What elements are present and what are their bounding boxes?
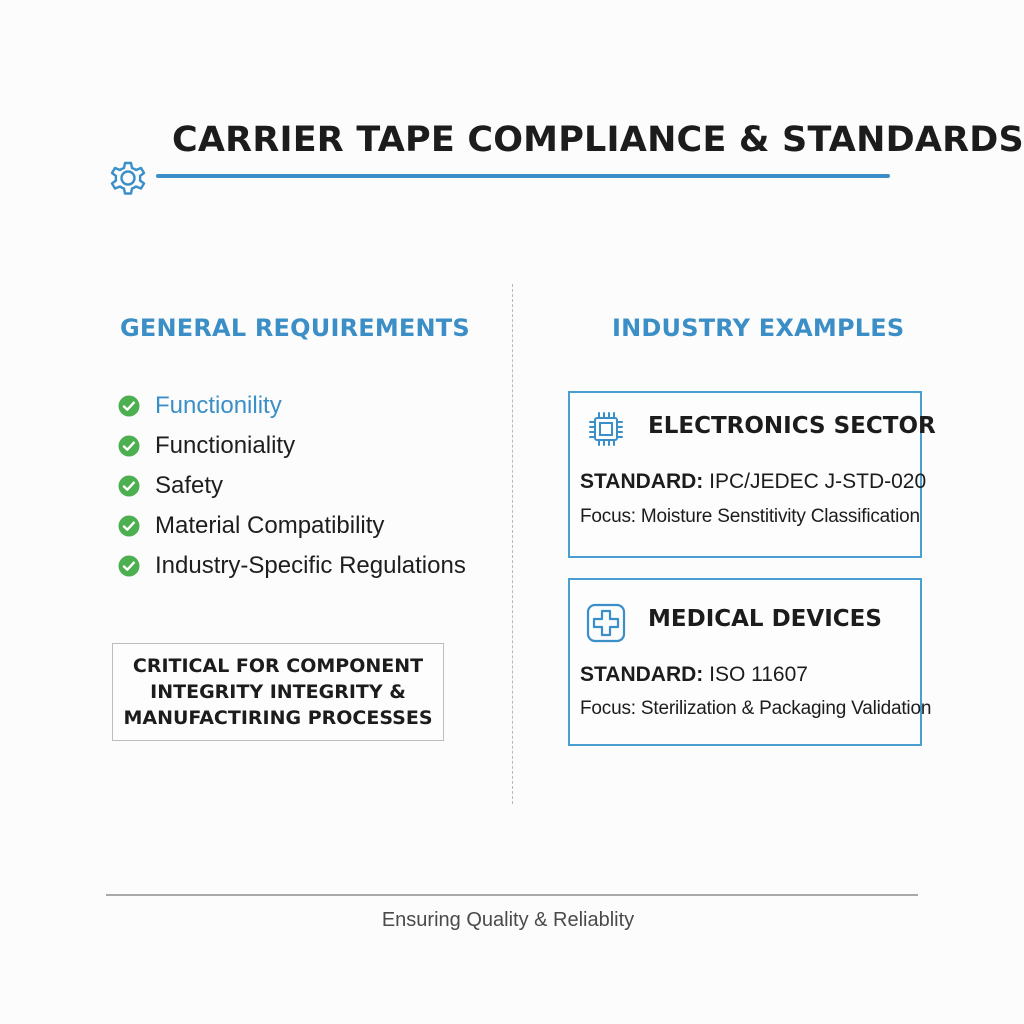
general-requirements-heading: GENERAL REQUIREMENTS bbox=[120, 314, 470, 342]
electronics-sector-card bbox=[568, 391, 936, 558]
card-standard bbox=[580, 470, 926, 494]
requirements-list bbox=[118, 386, 466, 586]
page-title: CARRIER TAPE COMPLIANCE & STANDARDS bbox=[172, 120, 1024, 160]
standard-label: STANDARD: bbox=[580, 470, 704, 493]
callout-line: MANUFACTIRING PROCESSES bbox=[123, 707, 433, 729]
requirement-label: Material Compatibility bbox=[155, 512, 385, 539]
requirement-label: Industry-Specific Regulations bbox=[155, 552, 466, 579]
callout-line: CRITICAL FOR COMPONENT bbox=[132, 655, 424, 677]
gear-icon bbox=[104, 154, 152, 202]
card-title: ELECTRONICS SECTOR bbox=[648, 413, 936, 439]
chip-icon bbox=[584, 407, 628, 451]
footer-divider bbox=[106, 894, 918, 896]
requirement-label: Safety bbox=[155, 472, 224, 499]
list-item bbox=[118, 386, 466, 426]
check-circle-icon bbox=[118, 555, 140, 577]
requirement-label: Functionility bbox=[155, 392, 282, 419]
check-circle-icon bbox=[118, 475, 140, 497]
column-divider bbox=[512, 284, 513, 804]
standard-label: STANDARD: bbox=[580, 663, 704, 686]
check-circle-icon bbox=[118, 515, 140, 537]
check-circle-icon bbox=[118, 435, 140, 457]
callout-line: INTEGRITY INTEGRITY & bbox=[150, 681, 406, 703]
list-item bbox=[118, 426, 466, 466]
card-standard bbox=[580, 663, 808, 687]
title-underline bbox=[156, 174, 890, 178]
check-circle-icon bbox=[118, 395, 140, 417]
industry-examples-heading: INDUSTRY EXAMPLES bbox=[612, 314, 905, 342]
card-title: MEDICAL DEVICES bbox=[648, 606, 882, 632]
medical-cross-icon bbox=[584, 601, 628, 645]
critical-callout-box bbox=[112, 643, 444, 741]
standard-value: ISO 11607 bbox=[709, 663, 808, 686]
card-focus: Focus: Moisture Senstitivity Classification bbox=[580, 506, 920, 527]
medical-devices-card bbox=[568, 578, 932, 746]
card-focus: Focus: Sterilization & Packaging Validation bbox=[580, 698, 932, 719]
requirement-label: Functioniality bbox=[155, 432, 296, 459]
list-item bbox=[118, 546, 466, 586]
footer-tagline: Ensuring Quality & Reliablity bbox=[381, 909, 635, 931]
list-item bbox=[118, 506, 466, 546]
standard-value: IPC/JEDEC J-STD-020 bbox=[709, 470, 927, 493]
list-item bbox=[118, 466, 466, 506]
